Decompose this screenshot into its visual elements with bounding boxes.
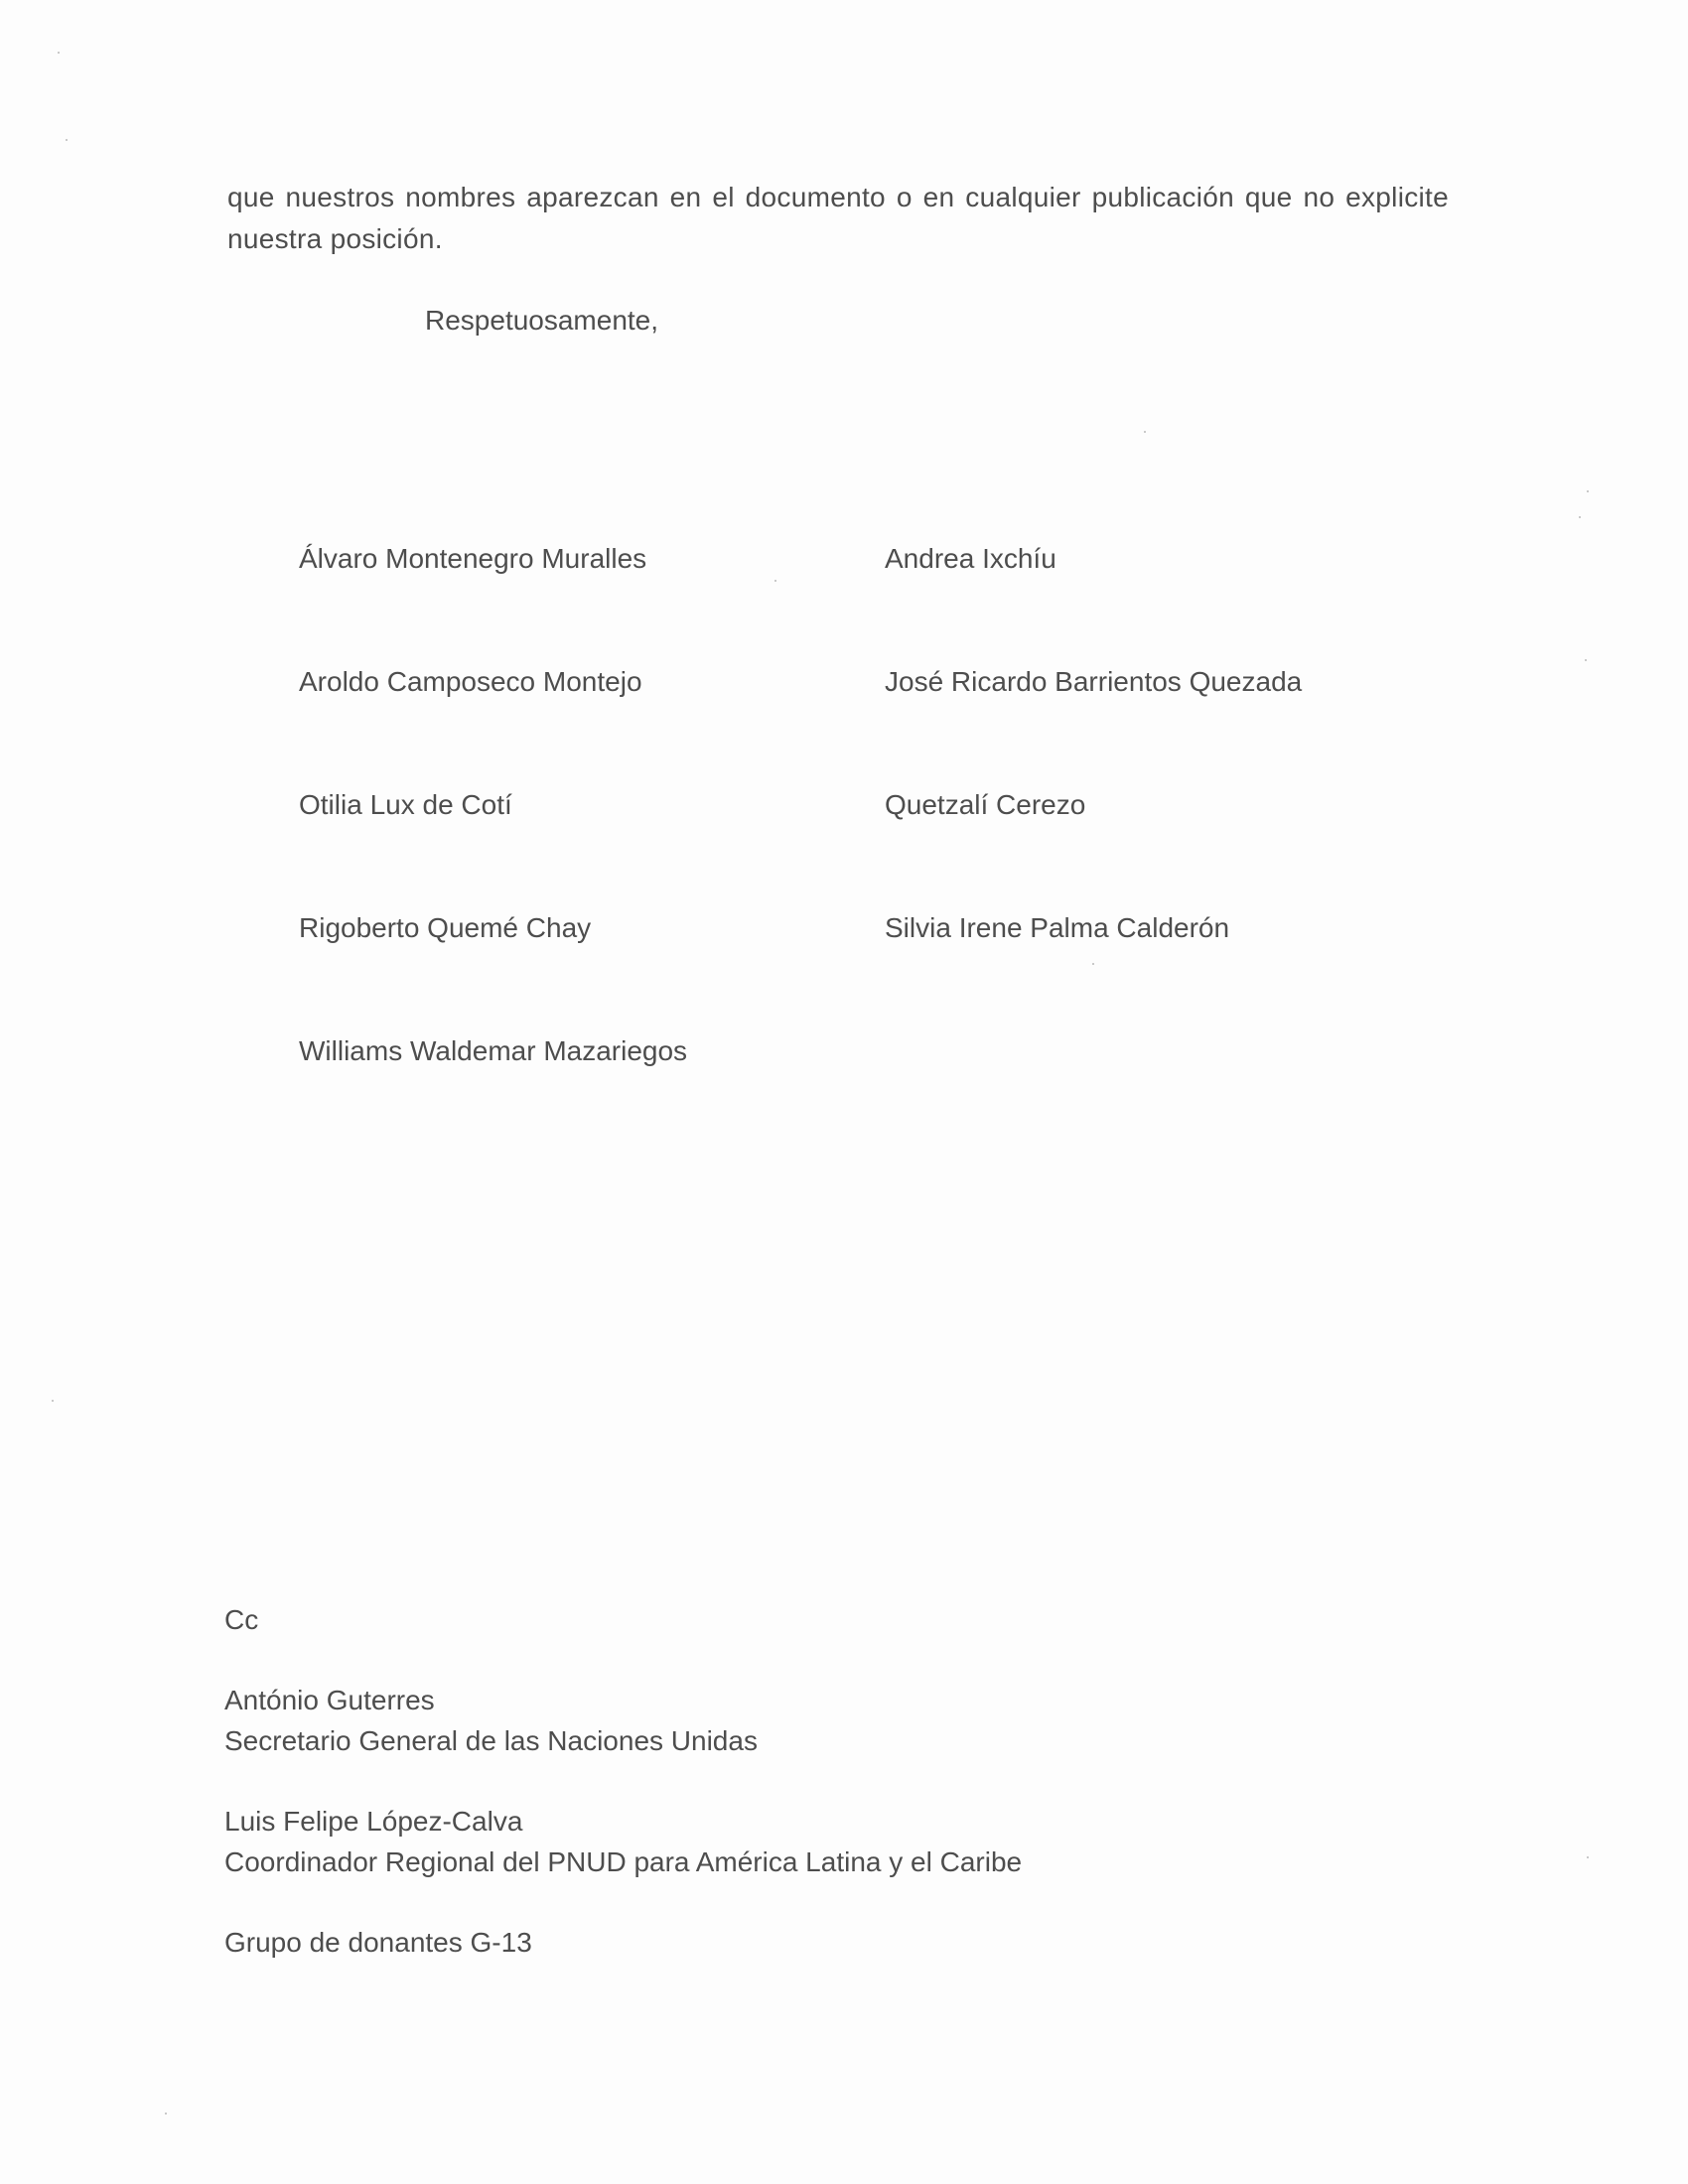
scan-speck: [1587, 490, 1589, 492]
closing-paragraph: que nuestros nombres aparezcan en el documento o en cualquier publicación que no explicite nuestra posición.: [227, 182, 1449, 254]
signatory-name: Andrea Ixchíu: [885, 543, 1056, 574]
scan-speck: [58, 52, 60, 54]
scan-speck: [1144, 431, 1146, 433]
scan-speck: [1585, 659, 1587, 661]
scan-speck: [52, 1400, 54, 1402]
scan-speck: [165, 2113, 167, 2115]
scan-speck: [774, 580, 776, 582]
scan-speck: [1579, 516, 1581, 518]
signatory-name: Otilia Lux de Cotí: [299, 789, 512, 820]
cc-block: [224, 1599, 1317, 2002]
signatory-name: Álvaro Montenegro Muralles: [299, 543, 647, 574]
cc-recipient-name: Luis Felipe López-Calva: [224, 1806, 523, 1837]
signatory-name: Quetzalí Cerezo: [885, 789, 1086, 820]
cc-recipient-title: Secretario General de las Naciones Unidas: [224, 1725, 758, 1756]
signatory-name: Rigoberto Quemé Chay: [299, 912, 592, 943]
signatory-list: [299, 541, 1391, 1157]
cc-recipient-title: Coordinador Regional del PNUD para América Latina y el Caribe: [224, 1846, 1023, 1877]
signatory-name: Williams Waldemar Mazariegos: [299, 1035, 688, 1066]
signatory-name: Aroldo Camposeco Montejo: [299, 666, 642, 697]
signatory-name: José Ricardo Barrientos Quezada: [885, 666, 1303, 697]
scan-speck: [1092, 963, 1094, 965]
scan-speck: [66, 139, 68, 141]
closing-salutation: Respetuosamente,: [425, 305, 659, 336]
scan-speck: [1587, 1856, 1589, 1858]
signatory-name: Silvia Irene Palma Calderón: [885, 912, 1230, 943]
cc-label: Cc: [224, 1604, 259, 1635]
cc-recipient: [224, 1801, 1317, 1882]
cc-recipient-name: António Guterres: [224, 1685, 435, 1715]
cc-recipient: [224, 1680, 1317, 1761]
cc-recipient: [224, 1922, 1317, 1963]
cc-recipient-name: Grupo de donantes G-13: [224, 1927, 532, 1958]
